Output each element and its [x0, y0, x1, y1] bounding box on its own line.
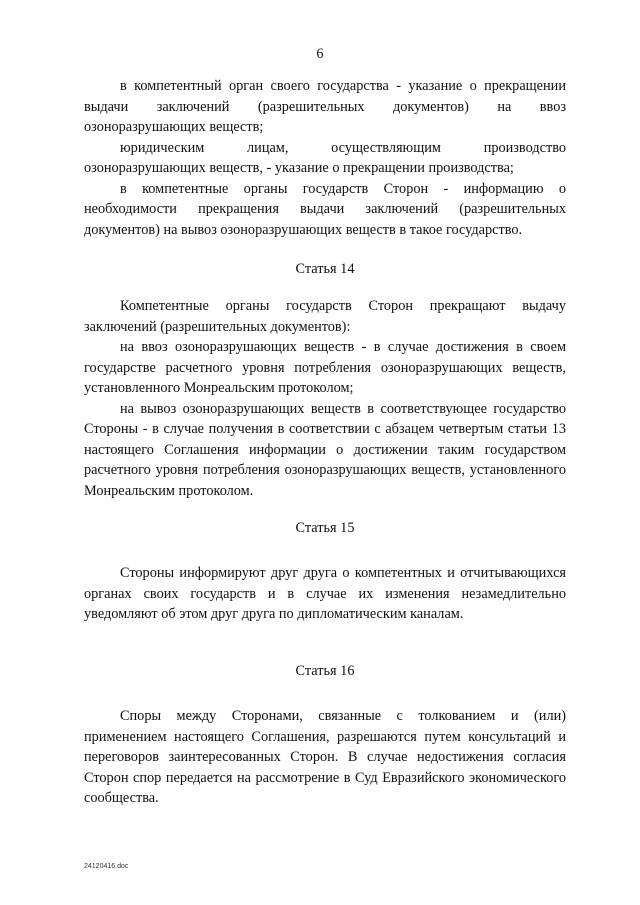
paragraph: в компетентные органы государств Сторон - информацию о необходимости прекращения выдачи заключений (разрешительных документов) на вывоз озоноразрушающих веществ в такое государство. [84, 180, 566, 238]
article-16-body [84, 706, 566, 809]
paragraph: Стороны информируют друг друга о компетентных и отчитывающихся органах своих государств и в случае их изменения незамедлительно уведомляют об этом друг друга по дипломатическим каналам. [84, 565, 566, 622]
article-15-body [84, 563, 566, 625]
file-name-footer: 24120416.doc [84, 863, 129, 870]
paragraph: в компетентный орган своего государства - указание о прекращении выдачи заключений (разрешительных документов) на ввоз озоноразрушающих веществ; [84, 78, 566, 135]
paragraph: юридическим лицам, осуществляющим производство озоноразрушающих веществ, - указание о прекращении производства; [84, 139, 566, 176]
article-14-body [84, 296, 566, 501]
paragraph: на вывоз озоноразрушающих веществ в соответствующее государство Стороны - в случае получения в соответствии с абзацем четвертым статьи 13 настоящего Соглашения информации о достижении таким государством расчетного уровня потребления озоноразрушающих веществ, установленного Монреальским протоколом. [84, 400, 566, 499]
article-14-title: Статья 14 [295, 261, 355, 277]
article-16-title: Статья 16 [295, 663, 355, 679]
section-continuation [84, 76, 566, 240]
paragraph: Компетентные органы государств Сторон прекращают выдачу заключений (разрешительных документов): [84, 298, 566, 335]
paragraph: Споры между Сторонами, связанные с толкованием и (или) применением настоящего Соглашения, разрешаются путем консультаций и переговоров заинтересованных Сторон. В случае недостижения согласия Сторон спор передается на рассмотрение в Суд Евразийского экономического сообщества. [84, 708, 566, 806]
paragraph: на ввоз озоноразрушающих веществ - в случае достижения в своем государстве расчетного уровня потребления озоноразрушающих веществ, установленного Монреальским протоколом; [84, 339, 566, 396]
article-15-title: Статья 15 [295, 520, 355, 536]
page-number: 6 [316, 46, 324, 62]
